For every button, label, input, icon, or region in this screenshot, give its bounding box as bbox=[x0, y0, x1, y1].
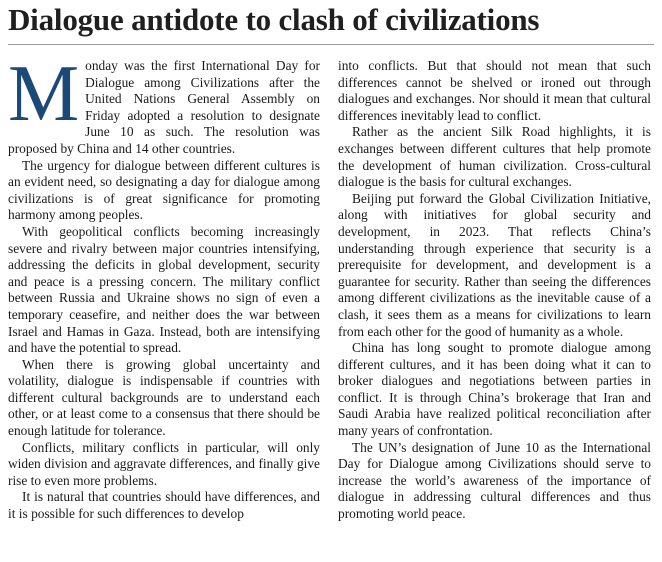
headline-divider bbox=[8, 44, 654, 45]
paragraph-8: Beijing put forward the Global Civilization Initiative, along with initiatives for global security and development, in 2023. That reflects China’s understanding through experience that security is a prerequisite for development, and development is a guarantee for security. Rather than seeing the differences among different civilizations as the inevitable cause of a clash, it sees them as a means for civilizations to learn from each other for the good of humanity as a whole. bbox=[338, 190, 651, 339]
paragraph-6: It is natural that countries should have differences, and it is possible for such differences to develop bbox=[8, 489, 320, 522]
paragraph-10: The UN’s designation of June 10 as the International Day for Dialogue among Civilizations should serve to increase the world’s awareness of the importance of dialogue in addressing cultural differences and thus promoting world peace. bbox=[338, 439, 651, 522]
left-column bbox=[8, 50, 320, 523]
right-column bbox=[338, 58, 651, 523]
paragraph-1-text: onday was the first International Day for Dialogue among Civilizations after the United Nations General Assembly on Friday adopted a resolution to designate June 10 as such. The resolution was proposed by China and 14 other countries. bbox=[8, 58, 320, 156]
article-headline: Dialogue antidote to clash of civilizations bbox=[8, 2, 540, 37]
paragraph-1 bbox=[8, 50, 320, 158]
paragraph-9: China has long sought to promote dialogue among different cultures, and it has been doing what it can to broker dialogues and negotiations between parties in conflict. It is through China’s brokerage that Iran and Saudi Arabia have realized political reconciliation after many years of confrontation. bbox=[338, 340, 651, 439]
paragraph-4: When there is growing global uncertainty and volatility, dialogue is indispensable if countries with different cultural backgrounds are to understand each other, or at least come to a consensus that there should be enough latitude for tolerance. bbox=[8, 356, 320, 439]
paragraph-3: With geopolitical conflicts becoming increasingly severe and rivalry between major countries intensifying, addressing the deficits in global development, security and peace is a pressing concern. The military conflict between Russia and Ukraine shows no sign of even a temporary ceasefire, and neither does the war between Israel and Hamas in Gaza. Instead, both are intensifying and have the potential to spread. bbox=[8, 223, 320, 356]
drop-cap: M bbox=[8, 50, 80, 138]
paragraph-2: The urgency for dialogue between different cultures is an evident need, so designating a day for dialogue among civilizations is of great significance for promoting harmony among peoples. bbox=[8, 157, 320, 223]
paragraph-6-continued: into conflicts. But that should not mean that such differences cannot be shelved or ironed out through dialogues and exchanges. Nor should it mean that cultural differences inevitably lead to conflict. bbox=[338, 58, 651, 123]
paragraph-7: Rather as the ancient Silk Road highlights, it is exchanges between different cultures that help promote the development of human civilization. Cross-cultural dialogue is the basis for cultural exchanges. bbox=[338, 124, 651, 190]
paragraph-5: Conflicts, military conflicts in particular, will only widen division and aggravate differences, and finally give rise to even more problems. bbox=[8, 439, 320, 488]
